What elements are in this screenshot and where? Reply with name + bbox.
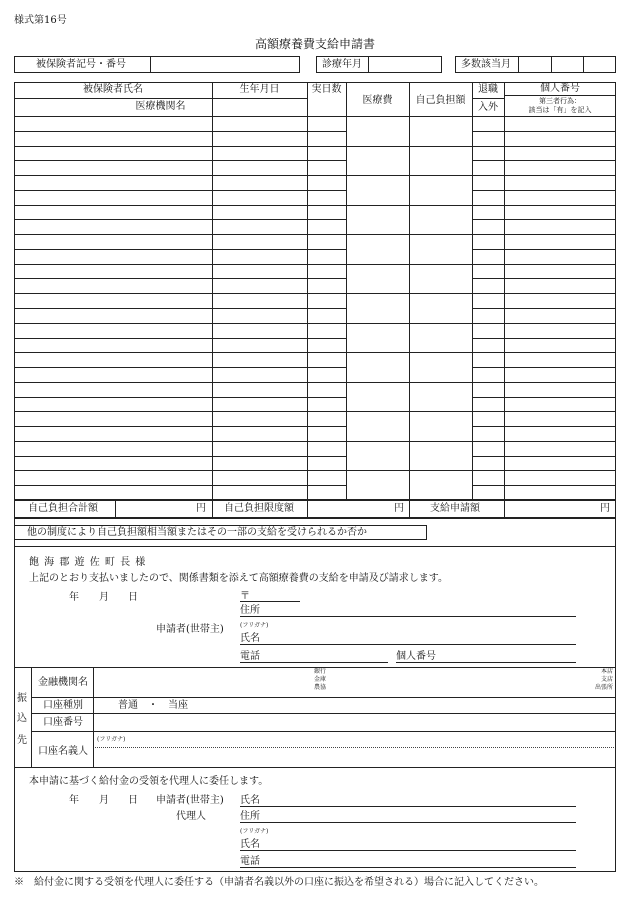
insured-number-label: 被保険者記号・番号 [36, 59, 126, 70]
delegation-year: 年 [69, 795, 79, 806]
treatment-month-field[interactable] [369, 57, 441, 72]
bank-type-nokyo: 農協 [313, 684, 326, 691]
table-subrow-divider [14, 190, 346, 191]
table-row-divider [14, 146, 616, 147]
table-row-divider [14, 264, 616, 265]
date-day: 日 [128, 592, 138, 603]
applicant-name-label: 氏名 [240, 633, 260, 644]
footnote: ※ 給付金に関する受領を代理人に委任する（申請者名義以外の口座に振込を希望される）場合に記入してください。 [14, 877, 544, 888]
addressee: 飽 海 郡 遊 佐 町 長 様 [29, 557, 147, 568]
table-header-bottom [14, 116, 616, 117]
form-number: 様式第16号 [14, 15, 67, 26]
date-month: 月 [99, 592, 109, 603]
col-retire-header: 退職 [478, 84, 498, 95]
delegation-month: 月 [99, 795, 109, 806]
claims-table [14, 82, 616, 500]
applicant-personal-no-label: 個人番号 [396, 651, 436, 662]
apply-amount-label: 支給申請額 [430, 503, 480, 514]
table-subrow-divider-right [472, 338, 616, 339]
self-total-yen: 円 [196, 503, 206, 514]
other-system-label: 他の制度により自己負担額相当額またはその一部の支給を受けられるか否か [27, 527, 367, 538]
table-row-divider [14, 234, 616, 235]
agent-phone-field[interactable] [240, 867, 576, 868]
table-subrow-divider [14, 367, 346, 368]
applicant-address-field[interactable] [240, 616, 576, 617]
declaration: 上記のとおり支払いましたので、関係書類を添えて高額療養費の支給を申請及び請求します。 [29, 573, 448, 584]
table-row-divider [14, 293, 616, 294]
table-subrow-divider-right [472, 456, 616, 457]
account-type-label: 口座種別 [43, 700, 83, 711]
applicant-phone-label: 電話 [240, 651, 260, 662]
table-subrow-divider-right [472, 131, 616, 132]
limit-yen: 円 [394, 503, 404, 514]
apply-amount-yen: 円 [600, 503, 610, 514]
table-subrow-divider-right [472, 219, 616, 220]
table-subrow-divider [14, 338, 346, 339]
col-days-header: 実日数 [311, 84, 342, 95]
table-subrow-divider [14, 249, 346, 250]
col-birth-header: 生年月日 [239, 84, 280, 95]
table-subrow-divider [14, 308, 346, 309]
bank-type-shinkin: 金庫 [313, 676, 326, 683]
transfer-side-1: 振 [17, 693, 27, 704]
table-subrow-divider [14, 397, 346, 398]
col-inpatient-header: 入外 [478, 102, 498, 113]
agent-furigana-label: (フリガナ) [240, 828, 269, 835]
col-personal-no-header: 個人番号 [540, 83, 580, 94]
table-subrow-divider [14, 278, 346, 279]
delegation-applicant-name-field[interactable] [240, 806, 576, 807]
agent-label: 代理人 [176, 811, 206, 822]
transfer-side-3: 先 [17, 735, 27, 746]
account-type-options[interactable]: 普通 ・ 当座 [118, 700, 188, 711]
limit-label: 自己負担限度額 [224, 503, 294, 514]
applicant-phone-field[interactable] [240, 662, 388, 663]
account-number-field[interactable] [95, 714, 614, 730]
account-holder-label: 口座名義人 [38, 746, 88, 757]
table-row-divider [14, 352, 616, 353]
multiple-month-label: 多数該当月 [461, 59, 511, 70]
table-row-divider [14, 323, 616, 324]
col-institution-header: 医療機関名 [135, 101, 186, 112]
bank-name-field[interactable] [95, 668, 614, 696]
col-name-header: 被保険者氏名 [83, 84, 143, 95]
third-party-note-1: 第三者行為： [539, 97, 581, 105]
date-year: 年 [69, 592, 79, 603]
postal-code-field[interactable] [240, 601, 300, 602]
agent-name-label: 氏名 [240, 839, 260, 850]
table-row-divider [14, 382, 616, 383]
insured-number-field[interactable] [151, 57, 299, 72]
transfer-side-2: 込 [17, 713, 27, 724]
table-subrow-divider-right [472, 278, 616, 279]
agent-name-field[interactable] [240, 850, 576, 851]
table-subrow-divider-right [472, 367, 616, 368]
table-subrow-divider [14, 219, 346, 220]
delegation-statement: 本申請に基づく給付金の受領を代理人に委任します。 [29, 776, 269, 787]
applicant-address-label: 住所 [240, 605, 260, 616]
table-row-divider [14, 441, 616, 442]
delegation-day: 日 [128, 795, 138, 806]
page-title: 高額療養費支給申請書 [254, 37, 375, 51]
agent-address-label: 住所 [240, 811, 260, 822]
account-holder-field[interactable] [95, 749, 614, 766]
bank-type-bank: 銀行 [313, 668, 326, 675]
branch-type-head: 本店 [600, 668, 613, 675]
table-row-divider [14, 470, 616, 471]
table-subrow-divider-right [472, 397, 616, 398]
table-subrow-divider-right [472, 190, 616, 191]
col-self-header: 自己負担額 [415, 95, 466, 106]
table-subrow-divider [14, 131, 346, 132]
applicant-furigana-label: (フリガナ) [240, 622, 269, 629]
account-number-label: 口座番号 [43, 717, 83, 728]
third-party-note-2: 該当は「有」を記入 [528, 106, 592, 114]
postal-mark: 〒 [240, 591, 250, 602]
totals-row [14, 499, 616, 518]
treatment-month-label: 診療年月 [322, 59, 362, 70]
delegation-applicant-name-label: 氏名 [240, 795, 260, 806]
table-row-divider [14, 205, 616, 206]
table-subrow-divider [14, 160, 346, 161]
table-row-divider [14, 175, 616, 176]
applicant-personal-no-field[interactable] [396, 662, 576, 663]
table-subrow-divider-right [472, 485, 616, 486]
applicant-name-field[interactable] [240, 644, 576, 645]
bank-name-label: 金融機関名 [38, 677, 88, 688]
col-medical-header: 医療費 [362, 95, 393, 106]
agent-phone-label: 電話 [240, 856, 260, 867]
table-subrow-divider [14, 485, 346, 486]
account-holder-furigana: (フリガナ) [97, 736, 126, 743]
table-subrow-divider-right [472, 160, 616, 161]
table-subrow-divider [14, 456, 346, 457]
table-subrow-divider-right [472, 426, 616, 427]
table-row-divider [14, 411, 616, 412]
table-subrow-divider [14, 426, 346, 427]
self-total-label: 自己負担合計額 [28, 503, 98, 514]
branch-type-branch: 支店 [600, 676, 613, 683]
branch-type-office: 出張所 [594, 684, 613, 691]
table-subrow-divider-right [472, 249, 616, 250]
applicant-label: 申請者(世帯主) [156, 624, 224, 635]
table-subrow-divider-right [472, 308, 616, 309]
delegation-applicant-label: 申請者(世帯主) [156, 795, 224, 806]
agent-address-field[interactable] [240, 822, 576, 823]
